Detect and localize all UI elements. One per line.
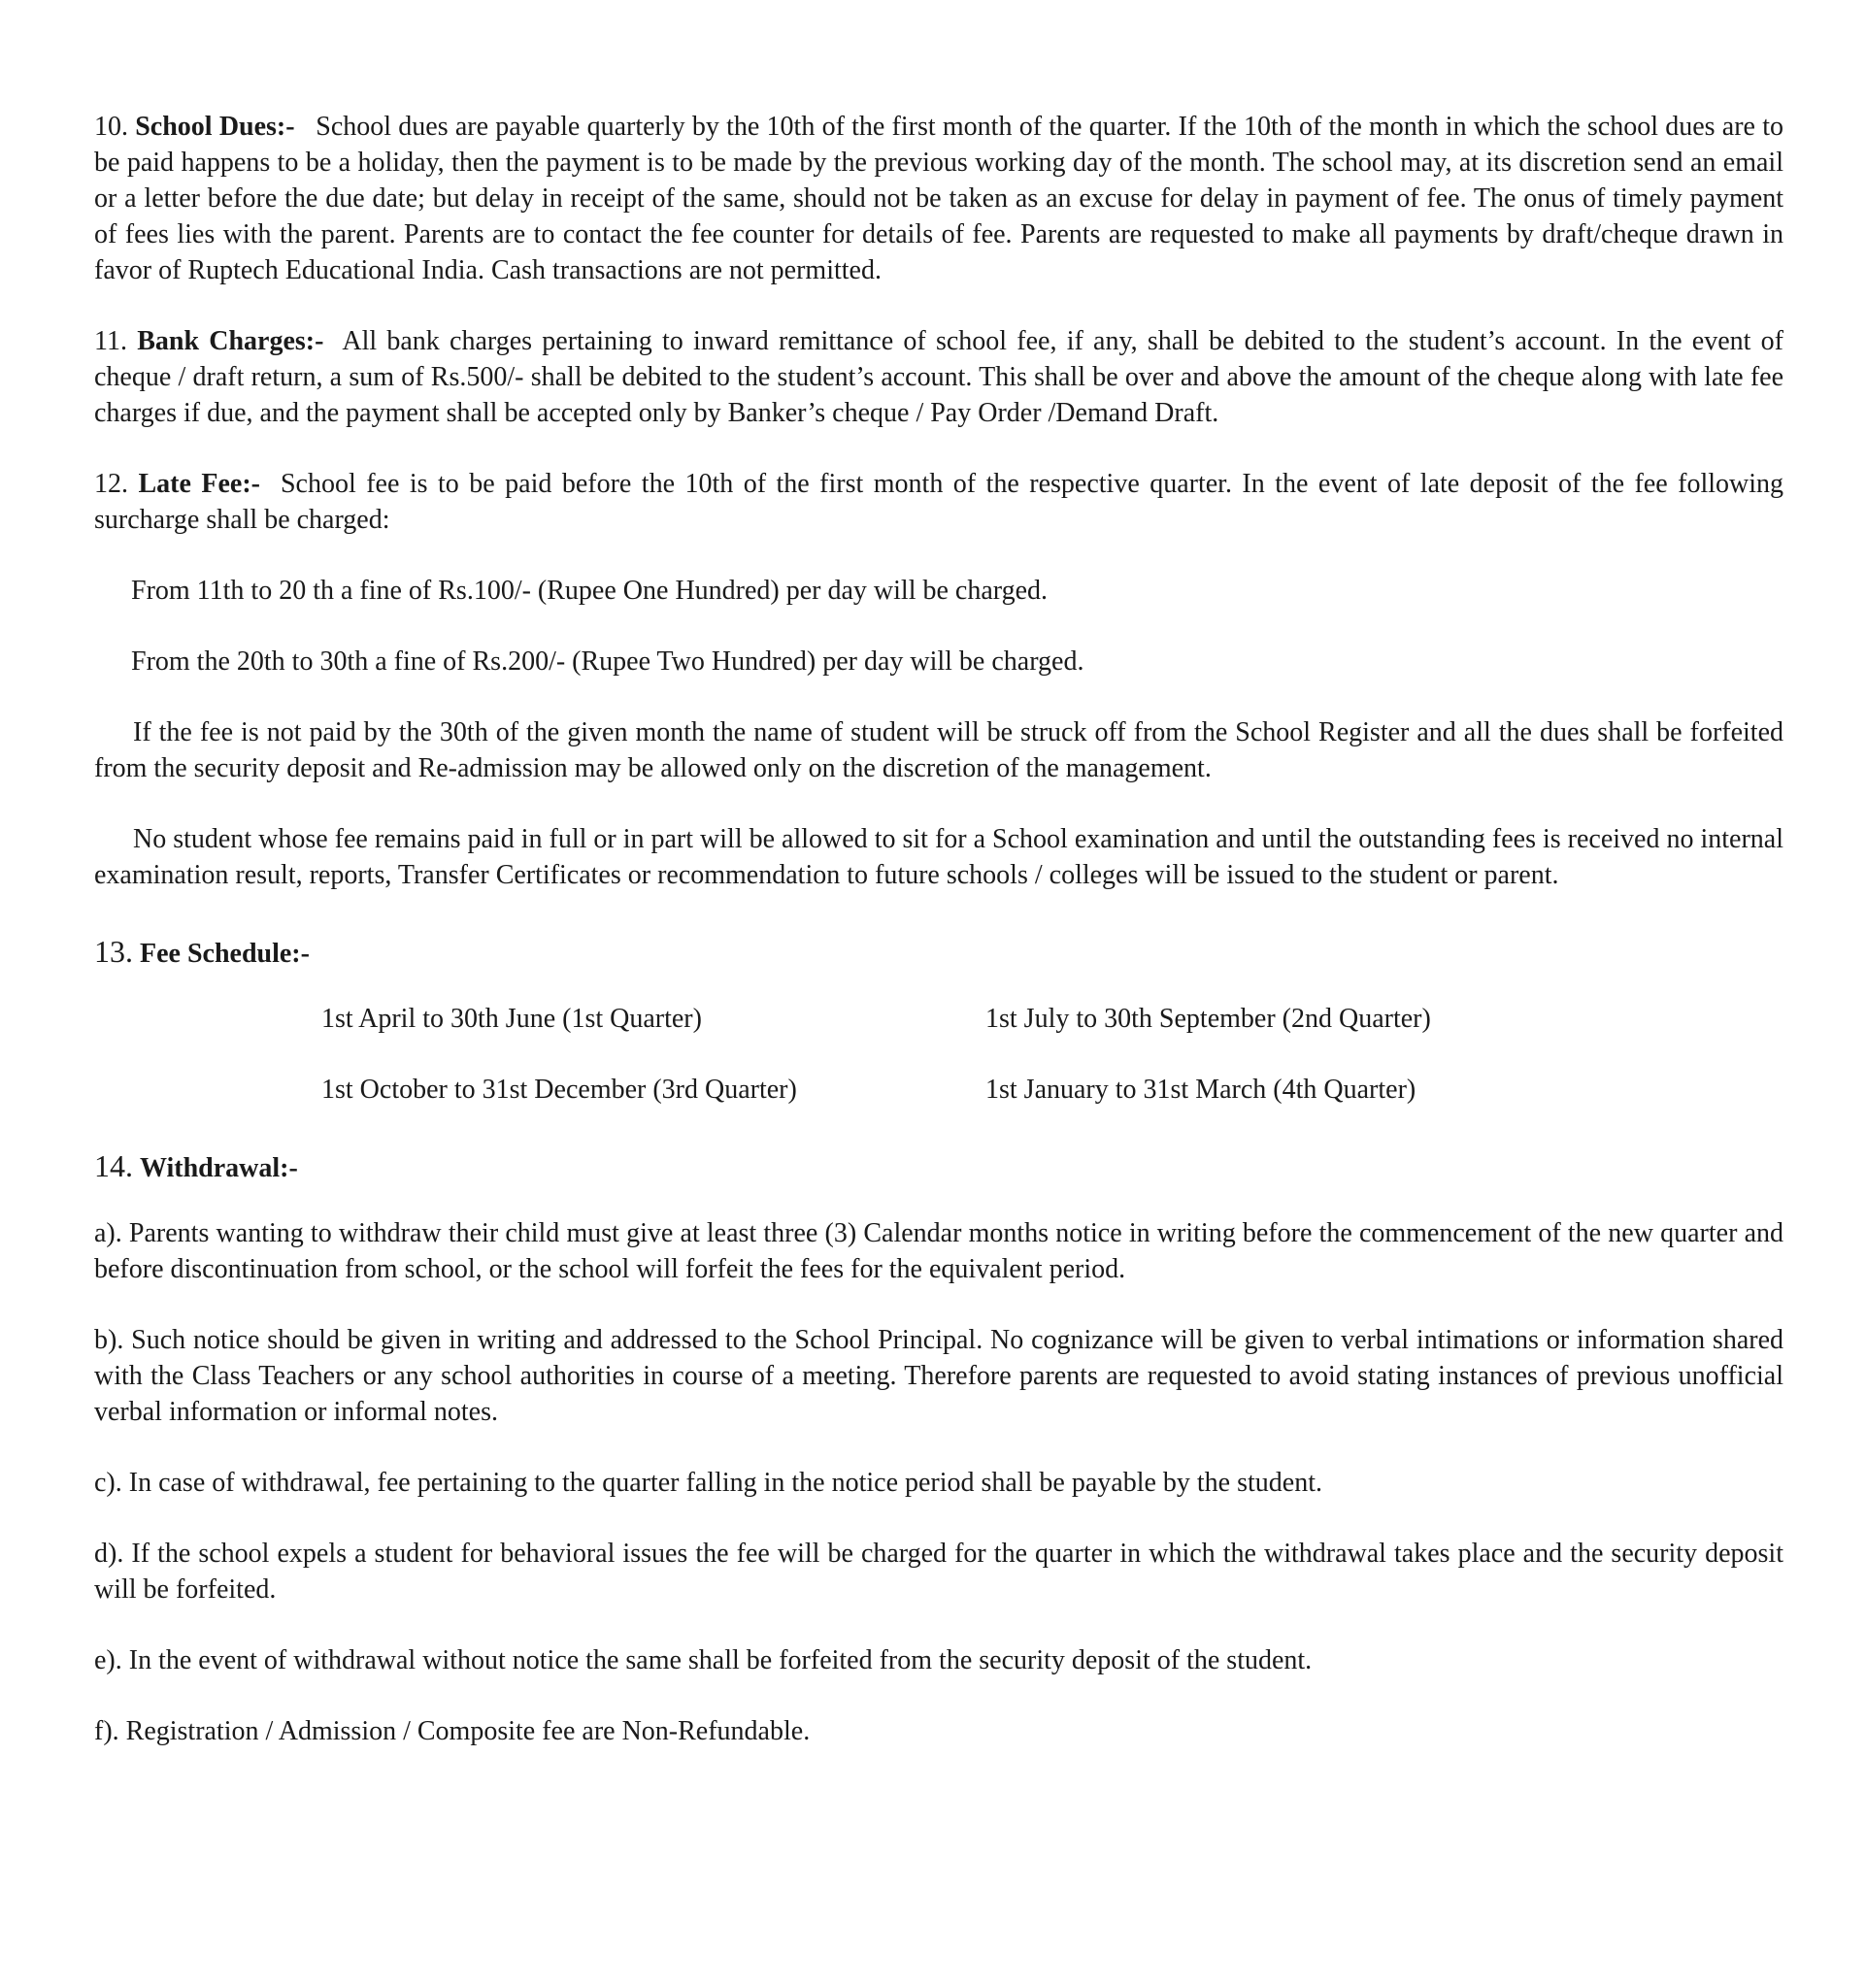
section-number: 11. — [94, 326, 127, 356]
school-dues-paragraph — [94, 109, 1783, 288]
section-number: 12. — [94, 469, 128, 499]
section-heading: Fee Schedule:- — [140, 939, 310, 969]
fine-rule-2: From the 20th to 30th a fine of Rs.200/- (Rupee Two Hundred) per day will be charged. — [131, 646, 1084, 677]
document-page — [94, 109, 1783, 1784]
withdrawal-item-d: d). If the school expels a student for behavioral issues the fee will be charged for the quarter in which the withdrawal takes place and the security deposit will be forfeited. — [94, 1539, 1783, 1605]
section-text: All bank charges pertaining to inward remittance of school fee, if any, shall be debited to the student’s account. In the event of cheque / draft return, a sum of Rs.500/- shall be debited to the student’s account. This shall be over and above the amount of the cheque along with late fee charges if due, and the payment shall be accepted only by Banker’s cheque / Pay Order /Demand Draft. — [94, 326, 1783, 428]
quarter-2: 1st July to 30th September (2nd Quarter) — [985, 1004, 1431, 1034]
section-number: 13. — [94, 934, 133, 969]
withdrawal-heading — [94, 1148, 1783, 1186]
withdrawal-item-b: b). Such notice should be given in writing and addressed to the School Principal. No cognizance will be given to verbal intimations or information shared with the Class Teachers or any school authorities in course of a meeting. Therefore parents are requested to avoid stating instances of previous unofficial verbal information or informal notes. — [94, 1325, 1783, 1427]
withdrawal-item-c: c). In case of withdrawal, fee pertaining to the quarter falling in the notice period shall be payable by the student. — [94, 1468, 1322, 1498]
section-heading: Withdrawal:- — [140, 1153, 298, 1183]
withdrawal-item-f: f). Registration / Admission / Composite fee are Non-Refundable. — [94, 1716, 811, 1746]
quarter-3: 1st October to 31st December (3rd Quarter) — [321, 1075, 797, 1105]
quarter-4: 1st January to 31st March (4th Quarter) — [985, 1075, 1416, 1105]
section-heading: Late Fee:- — [138, 469, 260, 499]
section-heading: Bank Charges:- — [137, 326, 324, 356]
section-heading: School Dues:- — [135, 112, 295, 142]
fee-schedule-heading — [94, 934, 1783, 972]
quarter-1: 1st April to 30th June (1st Quarter) — [321, 1004, 702, 1034]
bank-charges-paragraph — [94, 323, 1783, 431]
fee-schedule-grid — [94, 1001, 1783, 1108]
exam-restriction-paragraph: No student whose fee remains paid in full or in part will be allowed to sit for a School examination and until the outstanding fees is received no internal examination result, reports, Transfer Certificates or recommendation to future schools / colleges will be issued to the student or parent. — [94, 824, 1783, 890]
section-text: School dues are payable quarterly by the 10th of the first month of the quarter. If the 10th of the month in which the school dues are to be paid happens to be a holiday, then the payment is to be made by the previous working day of the month. The school may, at its discretion send an email or a letter before the due date; but delay in receipt of the same, should not be taken as an excuse for delay in payment of fee. The onus of timely payment of fees lies with the parent. Parents are to contact the fee counter for details of fee. Parents are requested to make all payments by draft/cheque drawn in favor of Ruptech Educational India. Cash transactions are not permitted. — [94, 112, 1783, 285]
fine-rule-1: From 11th to 20 th a fine of Rs.100/- (Rupee One Hundred) per day will be charged. — [131, 576, 1049, 606]
struck-off-paragraph: If the fee is not paid by the 30th of the given month the name of student will be struck off from the School Register and all the dues shall be forfeited from the security deposit and Re-admission may be allowed only on the discretion of the management. — [94, 717, 1783, 783]
section-number: 14. — [94, 1148, 133, 1183]
section-text: School fee is to be paid before the 10th of the first month of the respective quarter. In the event of late deposit of the fee following surcharge shall be charged: — [94, 469, 1784, 535]
late-fee-paragraph — [94, 466, 1783, 538]
withdrawal-item-e: e). In the event of withdrawal without notice the same shall be forfeited from the security deposit of the student. — [94, 1645, 1313, 1675]
section-number: 10. — [94, 112, 128, 142]
withdrawal-item-a: a). Parents wanting to withdraw their child must give at least three (3) Calendar months notice in writing before the commencement of the new quarter and before discontinuation from school, or the school will forfeit the fees for the equivalent period. — [94, 1218, 1783, 1284]
